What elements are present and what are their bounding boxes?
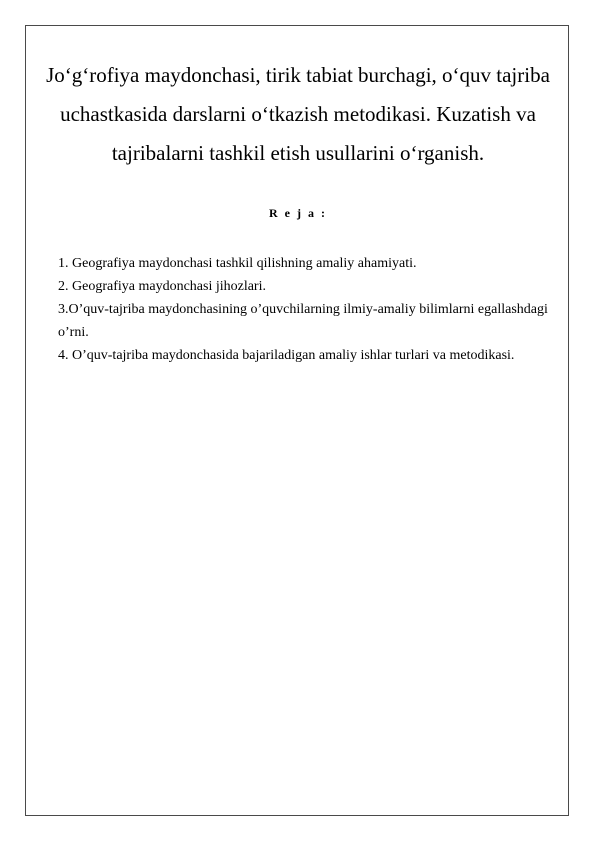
plan-item: 2. Geografiya maydonchasi jihozlari. xyxy=(58,279,266,294)
plan-heading: R e j a : xyxy=(269,206,327,220)
plan-item: 1. Geografiya maydonchasi tashkil qilishning amaliy ahamiyati. xyxy=(58,256,417,271)
document-title: Jo‘g‘rofiya maydonchasi, tirik tabiat burchagi, o‘quv tajriba uchastkasida darslarni o‘tkazish metodikasi. Kuzatish va tajribalarni tashkil etish usullarini o‘rganish. xyxy=(46,63,550,165)
plan-list xyxy=(58,252,548,367)
plan-item: 4. O’quv-tajriba maydonchasida bajariladigan amaliy ishlar turlari va metodikasi. xyxy=(58,348,515,363)
plan-item: 3.O’quv-tajriba maydonchasining o’quvchilarning ilmiy-amaliy bilimlarni egallashdagi o’rni. xyxy=(58,302,548,340)
